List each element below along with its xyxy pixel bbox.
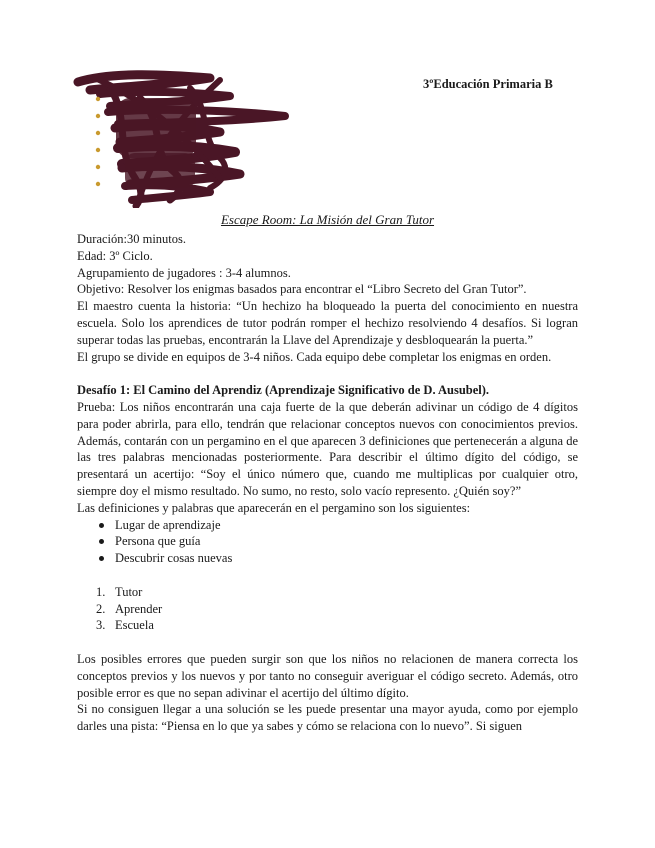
list-item bbox=[77, 601, 578, 618]
document-title: Escape Room: La Misión del Gran Tutor bbox=[220, 212, 435, 227]
list-text: Tutor bbox=[115, 584, 143, 599]
story-paragraph: El maestro cuenta la historia: “Un hechizo ha bloqueado la puerta del conocimiento en nuestra escuela. Solo los aprendices de tutor podrán romper el hechizo resolviendo 4 desafíos. Si logran superar todas las pruebas, encontrarán la Llave del Aprendizaje y desbloquearán la puerta.” bbox=[77, 299, 578, 347]
class-label: 3ºEducación Primaria B bbox=[423, 77, 553, 91]
objective-line: Objetivo: Resolver los enigmas basados para encontrar el “Libro Secreto del Gran Tutor”. bbox=[77, 282, 527, 297]
groups-line: El grupo se divide en equipos de 3-4 niños. Cada equipo debe completar los enigmas en orden. bbox=[77, 349, 552, 364]
definitions-list bbox=[77, 517, 578, 567]
spacer bbox=[77, 567, 578, 584]
words-list bbox=[77, 584, 578, 634]
list-item: Persona que guía bbox=[77, 533, 578, 550]
list-item: Descubrir cosas nuevas bbox=[77, 550, 578, 567]
redaction-scribble bbox=[70, 68, 300, 208]
help-paragraph: Si no consiguen llegar a una solución se les puede presentar una mayor ayuda, como por ejemplo darles una pista: “Piensa en lo que ya sabes y cómo se relaciona con lo nuevo”. Si siguen bbox=[77, 702, 578, 734]
list-number: 2. bbox=[96, 601, 106, 616]
age-line: Edad: 3º Ciclo. bbox=[77, 248, 153, 263]
challenge-heading: Desafío 1: El Camino del Aprendiz (Aprendizaje Significativo de D. Ausubel). bbox=[77, 383, 490, 398]
duration-line: Duración:30 minutos. bbox=[77, 232, 187, 246]
spacer bbox=[77, 365, 578, 382]
errors-paragraph: Los posibles errores que pueden surgir son que los niños no relacionen de manera correcta los conceptos previos y los nuevos y por tanto no conseguir averiguar el código secreto. Además, otro posible error es que no sepan adivinar el acertijo del último dígito. bbox=[77, 651, 578, 700]
list-item: Lugar de aprendizaje bbox=[77, 517, 578, 534]
challenge-test-paragraph: Prueba: Los niños encontrarán una caja fuerte de la que deberán adivinar un código de 4 dígitos para poder abrirla, para ello, tendrán que relacionar conceptos nuevos con conocimientos previos. Además, contarán con un pergamino en el que aparecen 3 definiciones que pertenecerán a alguna de las tres palabras mencionadas posteriormente. Para describir el último dígito del código, se presentará un acertijo: “Soy el único número que, cuando me multiplicas por cualquier otro, siempre doy el mismo resultado. No sumo, no resto, solo vacío represento. ¿Quién soy?” bbox=[77, 399, 578, 498]
list-text: Aprender bbox=[115, 601, 163, 616]
list-item bbox=[77, 617, 578, 634]
document-body bbox=[77, 231, 578, 735]
list-number: 1. bbox=[96, 584, 106, 599]
list-text: Escuela bbox=[115, 618, 154, 633]
list-item bbox=[77, 584, 578, 601]
grouping-line: Agrupamiento de jugadores : 3-4 alumnos. bbox=[77, 265, 291, 280]
list-intro: Las definiciones y palabras que aparecerán en el pergamino son los siguientes: bbox=[77, 500, 471, 515]
spacer bbox=[77, 634, 578, 651]
list-number: 3. bbox=[96, 618, 106, 633]
